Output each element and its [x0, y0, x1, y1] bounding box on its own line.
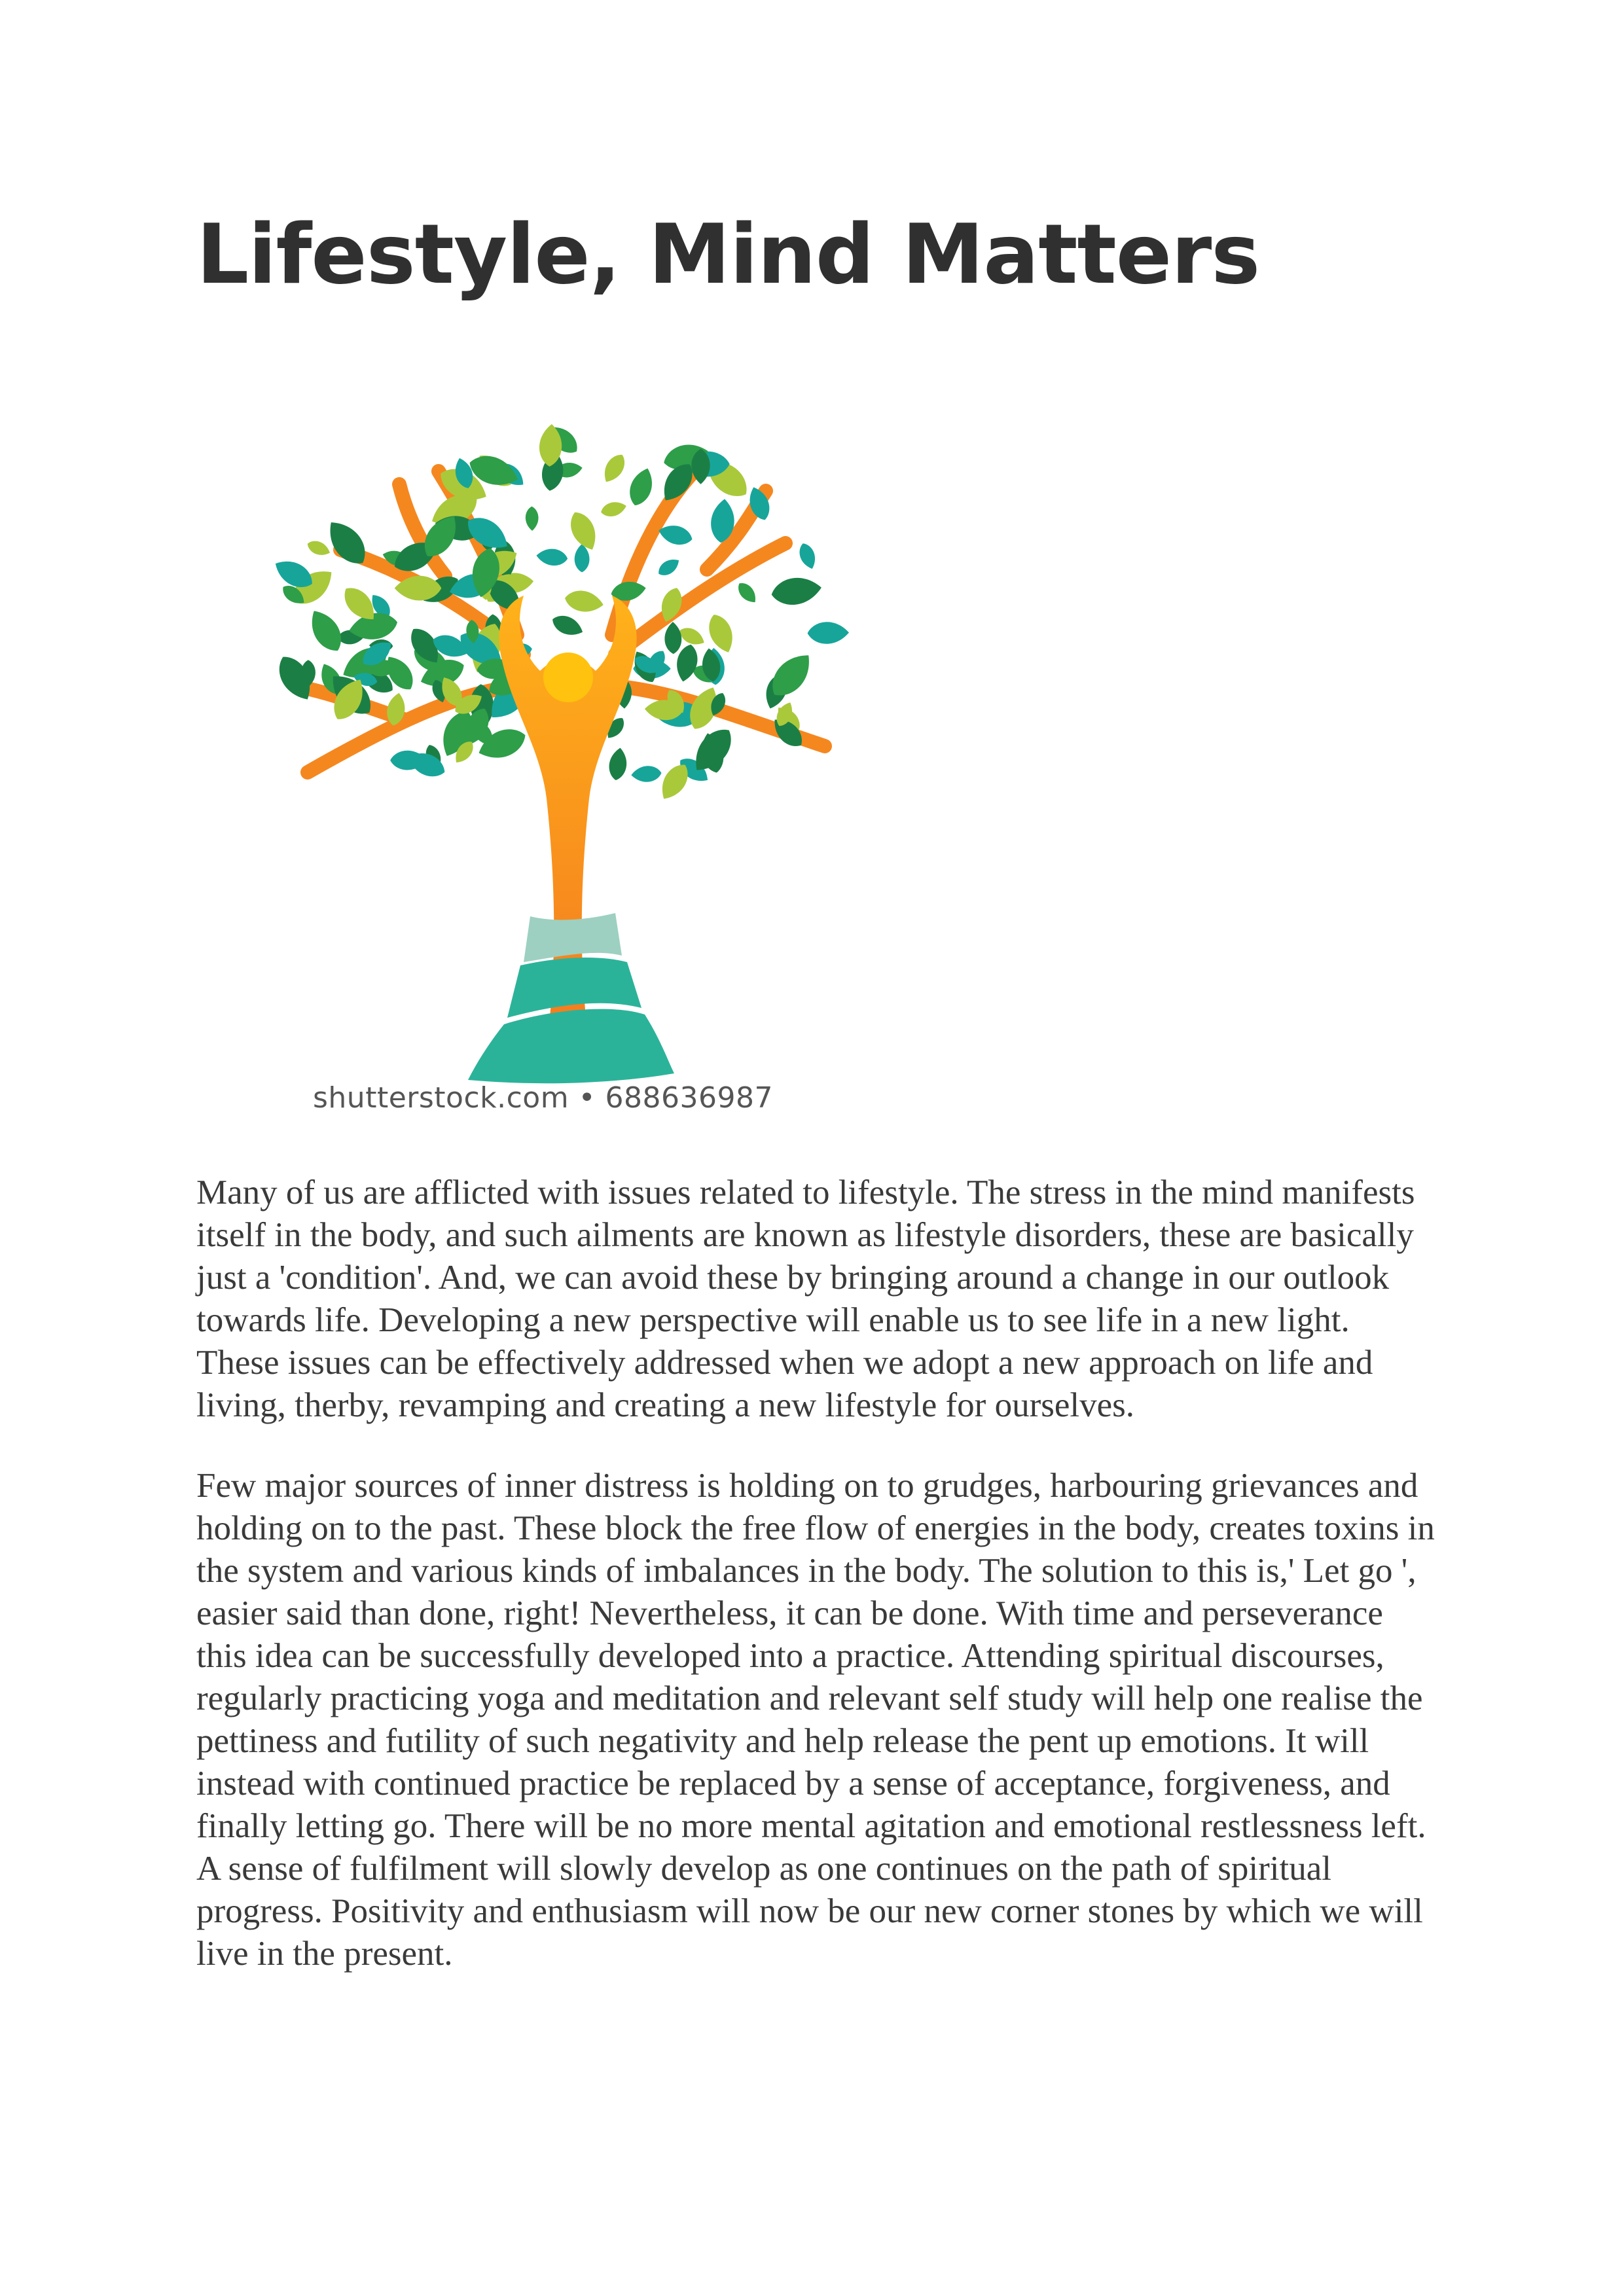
article-body — [196, 1172, 1440, 2013]
tree-leaf — [600, 499, 628, 519]
tree-leaf — [304, 605, 348, 657]
tree-leaf — [625, 465, 657, 509]
tree-of-life-figure-icon — [249, 380, 877, 1132]
tree-illustration — [249, 380, 877, 1132]
paragraph-2: Few major sources of inner distress is holding on to grudges, harbouring grievances and holding on to the past. These block the free flow of energies in the body, creates toxins in the system and various kinds of imbalances in the body. The solution to this is,' Let go ', easier said than done, right! Nevertheless, it can be done. With time and perseverance this idea can be successfully developed into a practice. Attending spiritual discourses, regularly practicing yoga and meditation and relevant self study will help one realise the pettiness and futility of such negativity and help release the pent up emotions. It will instead with continued practice be replaced by a sense of acceptance, forgiveness, and finally letting go. There will be no more mental agitation and emotional restlessness left. A sense of fulfilment will slowly develop as one continues on the path of spiritual progress. Positivity and enthusiasm will now be our new corner stones by which we will live in the present. — [196, 1467, 1435, 1973]
figure-head — [543, 653, 593, 702]
tree-leaf — [607, 747, 629, 781]
tree-leaf — [599, 450, 630, 486]
tree-leaf — [807, 622, 849, 645]
image-credit: shutterstock.com • 688636987 — [313, 1081, 773, 1115]
tree-leaf — [655, 555, 683, 579]
tree-base-waves — [468, 913, 674, 1083]
paragraph-1: Many of us are afflicted with issues related to lifestyle. The stress in the mind manifests itself in the body, and such ailments are known as lifestyle disorders, these are basically just a 'condition'. And, we can avoid these by bringing around a change in our outlook towards life. Developing a new perspective will enable us to see life in a new light. These issues can be effectively addressed when we adopt a new approach on life and living, therby, revamping and creating a new lifestyle for ourselves. — [196, 1174, 1415, 1424]
tree-leaf — [796, 541, 819, 571]
tree-leaf — [664, 622, 682, 654]
tree-leaf — [535, 547, 568, 567]
tree-leaf — [563, 588, 605, 615]
tree-leaf — [734, 579, 760, 606]
tree-leaf — [575, 544, 590, 572]
tree-leaf — [526, 507, 539, 531]
tree-leaf — [549, 611, 586, 640]
tree-leaf — [630, 765, 662, 783]
tree-leaf — [305, 538, 332, 559]
page-title: Lifestyle, Mind Matters — [196, 206, 1260, 302]
tree-leaf — [770, 575, 823, 608]
